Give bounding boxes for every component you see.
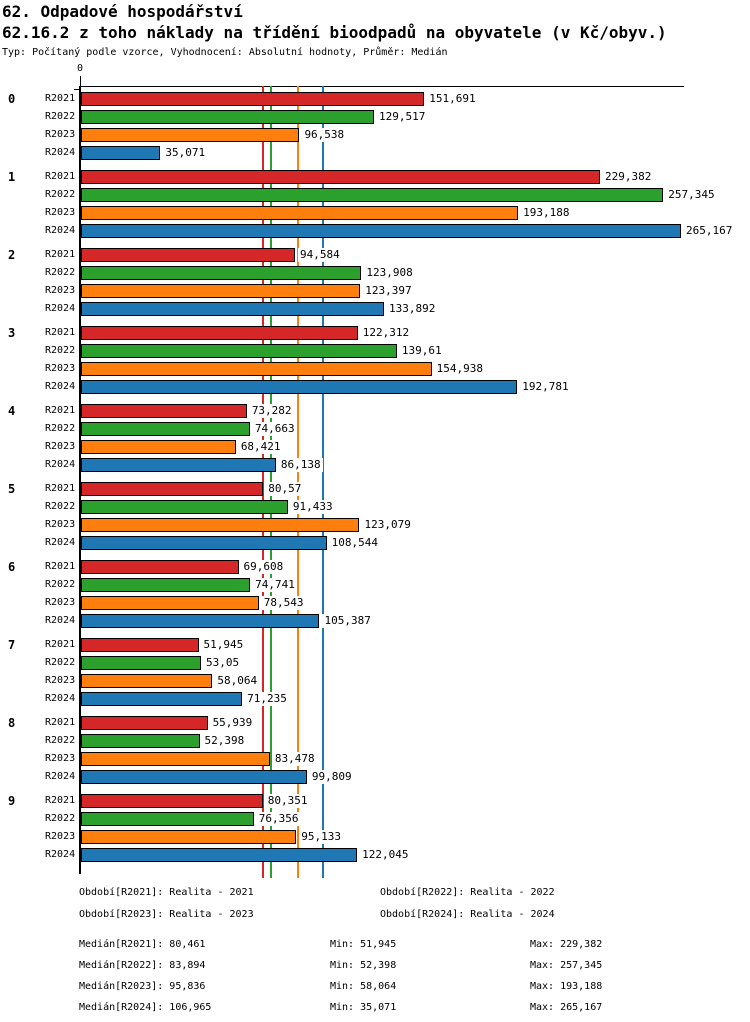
bar-r2021-group-0 [81,92,424,106]
series-row-label-r2024: R2024 [45,693,76,704]
x-axis-zero-label: 0 [76,63,84,74]
bar-value-label: 74,741 [255,578,295,591]
bar-value-label: 108,544 [331,536,378,549]
bar-value-label: 35,071 [165,146,206,159]
series-row-label-r2022: R2022 [45,579,76,590]
stat-max-r2023: Max: 193,188 [530,981,603,992]
series-row-label-r2024: R2024 [45,225,76,236]
group-label-0: 0 [8,92,16,106]
bar-r2023-group-5 [81,518,359,532]
bar-r2022-group-7 [81,656,201,670]
bar-value-label: 139,61 [401,344,442,357]
series-row-label-r2021: R2021 [45,717,76,728]
group-label-6: 6 [8,560,16,574]
bar-value-label: 123,908 [366,266,413,279]
series-row-label-r2024: R2024 [45,849,76,860]
bar-r2021-group-8 [81,716,208,730]
bar-r2022-group-2 [81,266,361,280]
group-label-1: 1 [8,170,16,184]
stat-min-r2023: Min: 58,064 [330,981,397,992]
chart-meta-line: Typ: Počítaný podle vzorce, Vyhodnocení: Absolutní hodnoty, Průměr: Medián [2,47,448,58]
bar-r2023-group-3 [81,362,432,376]
series-row-label-r2023: R2023 [45,207,76,218]
bar-value-label: 86,138 [280,458,321,471]
bar-value-label: 73,282 [251,404,292,417]
series-row-label-r2023: R2023 [45,675,76,686]
bar-r2021-group-6 [81,560,239,574]
stat-max-r2022: Max: 257,345 [530,960,603,971]
bar-r2021-group-2 [81,248,295,262]
stat-min-r2021: Min: 51,945 [330,939,397,950]
bar-value-label: 55,939 [212,716,253,729]
series-row-label-r2023: R2023 [45,753,76,764]
bar-value-label: 129,517 [379,110,426,123]
bar-r2021-group-5 [81,482,263,496]
stat-max-r2024: Max: 265,167 [530,1002,603,1013]
bar-r2024-group-8 [81,770,307,784]
bar-r2023-group-9 [81,830,296,844]
series-row-label-r2021: R2021 [45,795,76,806]
bar-value-label: 154,938 [436,362,483,375]
bar-value-label: 51,945 [203,638,244,651]
bar-value-label: 53,05 [206,656,240,669]
stat-min-r2024: Min: 35,071 [330,1002,397,1013]
bar-r2022-group-9 [81,812,254,826]
series-row-label-r2024: R2024 [45,537,76,548]
bar-r2024-group-2 [81,302,384,316]
bar-value-label: 123,079 [364,518,411,531]
median-line-r2024 [322,86,324,878]
bar-value-label: 80,351 [267,794,308,807]
bar-value-label: 80,57 [268,482,302,495]
group-label-8: 8 [8,716,16,730]
stat-median-r2021: Medián[R2021]: 80,461 [79,939,206,950]
bar-value-label: 83,478 [274,752,315,765]
bar-value-label: 99,809 [311,770,352,783]
series-row-label-r2022: R2022 [45,501,76,512]
bar-r2023-group-7 [81,674,212,688]
bar-r2024-group-5 [81,536,327,550]
bar-value-label: 122,045 [362,848,409,861]
stat-median-r2024: Medián[R2024]: 106,965 [79,1002,212,1013]
series-row-label-r2021: R2021 [45,93,76,104]
series-row-label-r2024: R2024 [45,459,76,470]
bar-r2024-group-4 [81,458,276,472]
bar-r2023-group-0 [81,128,299,142]
bar-value-label: 78,543 [263,596,304,609]
bar-value-label: 193,188 [523,206,570,219]
bar-r2021-group-9 [81,794,263,808]
series-row-label-r2022: R2022 [45,189,76,200]
group-label-4: 4 [8,404,16,418]
bar-r2024-group-9 [81,848,357,862]
bar-value-label: 74,663 [254,422,295,435]
bar-value-label: 69,608 [243,560,284,573]
group-label-9: 9 [8,794,16,808]
series-row-label-r2023: R2023 [45,519,76,530]
series-row-label-r2023: R2023 [45,363,76,374]
bar-r2021-group-7 [81,638,199,652]
bar-value-label: 94,584 [300,248,340,261]
bar-r2023-group-6 [81,596,259,610]
series-row-label-r2024: R2024 [45,303,76,314]
bar-r2022-group-5 [81,500,288,514]
stat-median-r2023: Medián[R2023]: 95,836 [79,981,206,992]
bar-value-label: 151,691 [429,92,476,105]
x-axis-zero-tick [80,76,81,86]
bar-value-label: 123,397 [365,284,412,297]
series-row-label-r2022: R2022 [45,111,76,122]
series-row-label-r2021: R2021 [45,171,76,182]
series-row-label-r2023: R2023 [45,597,76,608]
stat-min-r2022: Min: 52,398 [330,960,397,971]
bar-r2024-group-1 [81,224,681,238]
series-row-label-r2024: R2024 [45,615,76,626]
bar-value-label: 58,064 [217,674,258,687]
series-row-label-r2024: R2024 [45,381,76,392]
bar-value-label: 265,167 [686,224,733,237]
series-row-label-r2021: R2021 [45,561,76,572]
bar-value-label: 95,133 [301,830,341,843]
bar-r2022-group-4 [81,422,250,436]
series-row-label-r2021: R2021 [45,405,76,416]
group-label-3: 3 [8,326,16,340]
bar-value-label: 91,433 [292,500,333,513]
legend-item-r2023: Období[R2023]: Realita - 2023 [79,909,254,920]
group-label-2: 2 [8,248,16,262]
series-row-label-r2021: R2021 [45,483,76,494]
bar-value-label: 96,538 [304,128,345,141]
page-title: 62. Odpadové hospodářství [2,2,243,21]
chart-subtitle: 62.16.2 z toho náklady na třídění bioodpadů na obyvatele (v Kč/obyv.) [2,23,667,42]
series-row-label-r2023: R2023 [45,285,76,296]
bar-value-label: 133,892 [388,302,436,315]
x-axis-line [80,86,684,87]
bar-r2024-group-7 [81,692,242,706]
bar-r2022-group-0 [81,110,374,124]
legend-item-r2021: Období[R2021]: Realita - 2021 [79,887,254,898]
legend-item-r2022: Období[R2022]: Realita - 2022 [380,887,555,898]
bar-r2021-group-1 [81,170,600,184]
series-row-label-r2023: R2023 [45,831,76,842]
series-row-label-r2023: R2023 [45,129,76,140]
series-row-label-r2021: R2021 [45,249,76,260]
stat-max-r2021: Max: 229,382 [530,939,603,950]
bar-value-label: 105,387 [324,614,371,627]
bar-r2024-group-3 [81,380,517,394]
bar-r2023-group-8 [81,752,270,766]
series-row-label-r2023: R2023 [45,441,76,452]
series-row-label-r2022: R2022 [45,423,76,434]
bar-value-label: 71,235 [247,692,287,705]
group-label-5: 5 [8,482,16,496]
series-row-label-r2024: R2024 [45,147,76,158]
bar-r2022-group-8 [81,734,200,748]
series-row-label-r2021: R2021 [45,327,76,338]
bar-value-label: 76,356 [258,812,299,825]
bar-value-label: 229,382 [605,170,652,183]
series-row-label-r2022: R2022 [45,813,76,824]
bar-value-label: 192,781 [522,380,569,393]
bar-value-label: 257,345 [668,188,715,201]
series-row-label-r2022: R2022 [45,267,76,278]
bar-r2023-group-4 [81,440,236,454]
bar-r2022-group-1 [81,188,663,202]
bar-r2023-group-1 [81,206,518,220]
bar-r2022-group-3 [81,344,397,358]
bar-r2021-group-4 [81,404,247,418]
bar-r2024-group-6 [81,614,319,628]
series-row-label-r2024: R2024 [45,771,76,782]
bar-r2022-group-6 [81,578,250,592]
bar-r2021-group-3 [81,326,358,340]
series-row-label-r2022: R2022 [45,345,76,356]
stat-median-r2022: Medián[R2022]: 83,894 [79,960,206,971]
series-row-label-r2022: R2022 [45,735,76,746]
group-label-7: 7 [8,638,16,652]
bar-value-label: 52,398 [204,734,245,747]
bar-r2023-group-2 [81,284,360,298]
bar-value-label: 122,312 [362,326,410,339]
bar-value-label: 68,421 [240,440,281,453]
series-row-label-r2021: R2021 [45,639,76,650]
bar-r2024-group-0 [81,146,160,160]
legend-item-r2024: Období[R2024]: Realita - 2024 [380,909,555,920]
series-row-label-r2022: R2022 [45,657,76,668]
